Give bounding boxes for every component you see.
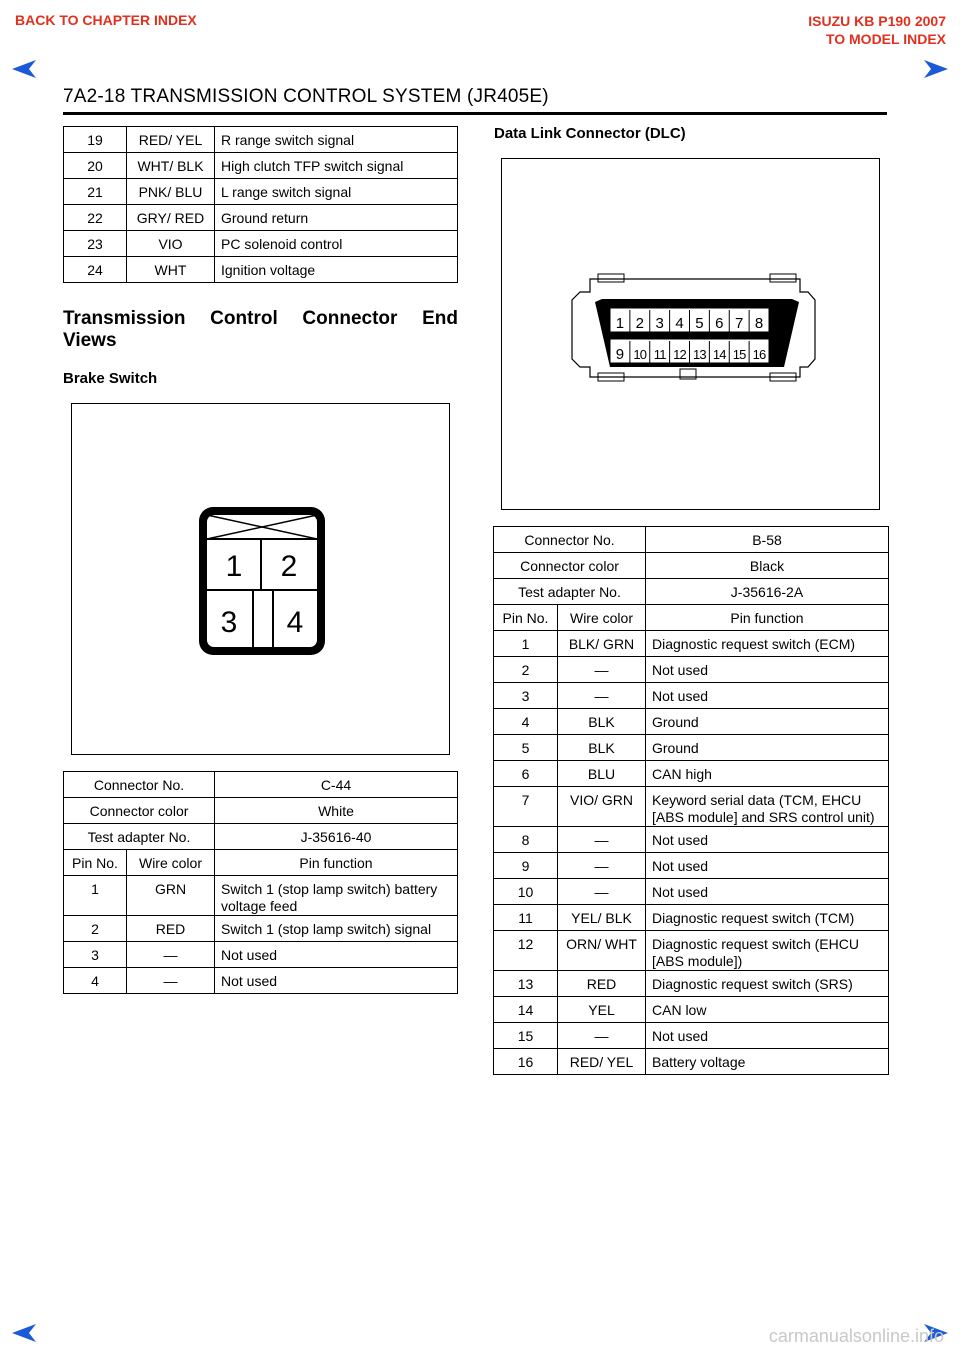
dlc-pin-16: 16: [752, 347, 766, 362]
model-nav: [808, 12, 946, 48]
section-title: Transmission Control Connector End Views: [63, 308, 458, 351]
dlc-pin-15: 15: [732, 347, 746, 362]
pin-function-cell: Diagnostic request switch (ECM): [646, 631, 889, 657]
table-row: [494, 579, 889, 605]
pin-number-cell: 13: [494, 971, 558, 997]
table-row: [64, 127, 458, 153]
wire-color-cell: —: [558, 827, 646, 853]
prev-page-arrow-icon[interactable]: [10, 58, 38, 80]
pin-number-cell: 8: [494, 827, 558, 853]
pin-number-cell: 22: [64, 205, 127, 231]
table-row: [64, 876, 458, 916]
wire-color-cell: BLK: [558, 709, 646, 735]
table-row: [494, 735, 889, 761]
table-row: [494, 879, 889, 905]
pin-function-cell: Ground: [646, 709, 889, 735]
dlc-figure: [501, 158, 880, 510]
pin-number-cell: 20: [64, 153, 127, 179]
wire-color-cell: WHT: [127, 257, 215, 283]
dlc-pin-11: 11: [653, 347, 666, 362]
wire-color-cell: RED/ YEL: [127, 127, 215, 153]
dlc-pin-14: 14: [712, 347, 726, 362]
wire-color-cell: GRY/ RED: [127, 205, 215, 231]
dlc-pin-12: 12: [673, 347, 686, 362]
table-row: [64, 179, 458, 205]
pin-function-cell: High clutch TFP switch signal: [215, 153, 458, 179]
wire-color-cell: —: [558, 683, 646, 709]
wire-color-cell: WHT/ BLK: [127, 153, 215, 179]
pin-function-cell: Battery voltage: [646, 1049, 889, 1075]
pin-number-cell: 14: [494, 997, 558, 1023]
pin-function-cell: Not used: [646, 1023, 889, 1049]
pin-function-header: Pin function: [215, 850, 458, 876]
brake-pin-4: 4: [286, 606, 304, 639]
pin-function-cell: Not used: [215, 968, 458, 994]
pin-function-cell: Ignition voltage: [215, 257, 458, 283]
pin-number-cell: 12: [494, 931, 558, 971]
wire-color-cell: PNK/ BLU: [127, 179, 215, 205]
dlc-pin-3: 3: [655, 315, 664, 332]
table-row: [64, 153, 458, 179]
pin-function-cell: Keyword serial data (TCM, EHCU [ABS module] and SRS control unit): [646, 787, 889, 827]
pin-number-cell: 19: [64, 127, 127, 153]
pin-number-cell: 2: [494, 657, 558, 683]
table-row: [64, 798, 458, 824]
watermark: carmanualsonline.info: [768, 1326, 944, 1346]
wire-color-cell: —: [558, 657, 646, 683]
wire-color-header: Wire color: [558, 605, 646, 631]
model-title: ISUZU KB P190 2007: [808, 13, 946, 29]
pin-function-cell: Not used: [646, 683, 889, 709]
table-row: [64, 257, 458, 283]
pin-number-cell: 23: [64, 231, 127, 257]
pin-function-cell: Ground: [646, 735, 889, 761]
connector-no-label: Connector No.: [64, 772, 215, 798]
test-adapter-label: Test adapter No.: [494, 579, 646, 605]
dlc-pin-9: 9: [615, 346, 625, 363]
connector-no-value: B-58: [646, 527, 889, 553]
next-page-arrow-icon[interactable]: [922, 58, 950, 80]
header-rule: [63, 112, 887, 115]
wire-color-cell: —: [558, 1023, 646, 1049]
pin-function-cell: CAN low: [646, 997, 889, 1023]
continued-pin-table: [63, 126, 458, 283]
test-adapter-value: J-35616-40: [215, 824, 458, 850]
pin-number-cell: 2: [64, 916, 127, 942]
table-row: [494, 853, 889, 879]
pin-number-cell: 6: [494, 761, 558, 787]
table-row: [494, 997, 889, 1023]
wire-color-cell: —: [127, 942, 215, 968]
brake-pin-2: 2: [280, 550, 298, 583]
pin-function-cell: Not used: [646, 827, 889, 853]
table-row: [494, 631, 889, 657]
table-row: [64, 772, 458, 798]
table-row: [494, 761, 889, 787]
to-model-index-link[interactable]: TO MODEL INDEX: [825, 31, 946, 47]
wire-color-cell: —: [558, 879, 646, 905]
pin-function-cell: CAN high: [646, 761, 889, 787]
wire-color-header: Wire color: [127, 850, 215, 876]
connector-no-label: Connector No.: [494, 527, 646, 553]
brake-switch-heading: Brake Switch: [63, 370, 158, 387]
pin-function-cell: PC solenoid control: [215, 231, 458, 257]
connector-color-label: Connector color: [64, 798, 215, 824]
pin-number-cell: 16: [494, 1049, 558, 1075]
dlc-heading: Data Link Connector (DLC): [494, 125, 686, 142]
pin-number-cell: 9: [494, 853, 558, 879]
pin-function-cell: Ground return: [215, 205, 458, 231]
connector-no-value: C-44: [215, 772, 458, 798]
dlc-pin-8: 8: [754, 315, 764, 332]
wire-color-cell: GRN: [127, 876, 215, 916]
pin-function-cell: Diagnostic request switch (TCM): [646, 905, 889, 931]
table-header-row: [64, 850, 458, 876]
pin-number-cell: 1: [64, 876, 127, 916]
table-row: [494, 931, 889, 971]
pin-number-cell: 5: [494, 735, 558, 761]
pin-number-cell: 10: [494, 879, 558, 905]
pin-number-cell: 7: [494, 787, 558, 827]
pin-function-cell: L range switch signal: [215, 179, 458, 205]
pin-number-cell: 24: [64, 257, 127, 283]
table-header-row: [494, 605, 889, 631]
table-row: [494, 553, 889, 579]
table-row: [494, 1023, 889, 1049]
table-row: [494, 971, 889, 997]
brake-pin-1: 1: [225, 550, 243, 583]
table-row: [64, 916, 458, 942]
pin-number-cell: 15: [494, 1023, 558, 1049]
table-row: [494, 527, 889, 553]
pin-no-header: Pin No.: [64, 850, 127, 876]
table-row: [64, 205, 458, 231]
pin-function-cell: Diagnostic request switch (EHCU [ABS module]): [646, 931, 889, 971]
pin-function-header: Pin function: [646, 605, 889, 631]
dlc-pin-1: 1: [615, 315, 625, 332]
dlc-pin-10: 10: [633, 347, 647, 362]
pin-function-cell: Not used: [646, 853, 889, 879]
table-row: [494, 827, 889, 853]
back-to-chapter-link[interactable]: BACK TO CHAPTER INDEX: [15, 12, 197, 28]
pin-number-cell: 1: [494, 631, 558, 657]
pin-function-cell: Not used: [646, 879, 889, 905]
test-adapter-label: Test adapter No.: [64, 824, 215, 850]
pin-number-cell: 4: [494, 709, 558, 735]
connector-color-value: White: [215, 798, 458, 824]
brake-switch-figure: [71, 403, 450, 755]
table-row: [64, 942, 458, 968]
wire-color-cell: RED/ YEL: [558, 1049, 646, 1075]
brake-pin-3: 3: [220, 606, 238, 639]
wire-color-cell: —: [558, 853, 646, 879]
dlc-pin-13: 13: [693, 347, 706, 362]
table-row: [494, 1049, 889, 1075]
connector-color-value: Black: [646, 553, 889, 579]
dlc-connector-diagram: [502, 159, 879, 509]
prev-page-arrow-bottom-icon[interactable]: [10, 1322, 38, 1344]
dlc-pin-4: 4: [675, 315, 684, 332]
page-title: 7A2-18 TRANSMISSION CONTROL SYSTEM (JR405E): [63, 86, 549, 107]
dlc-table: [493, 526, 889, 1075]
table-row: [494, 657, 889, 683]
pin-number-cell: 11: [494, 905, 558, 931]
test-adapter-value: J-35616-2A: [646, 579, 889, 605]
brake-switch-table: [63, 771, 458, 994]
dlc-pin-2: 2: [635, 315, 644, 332]
pin-no-header: Pin No.: [494, 605, 558, 631]
pin-function-cell: Not used: [646, 657, 889, 683]
pin-number-cell: 4: [64, 968, 127, 994]
table-row: [494, 905, 889, 931]
wire-color-cell: BLK/ GRN: [558, 631, 646, 657]
pin-function-cell: Not used: [215, 942, 458, 968]
table-row: [64, 231, 458, 257]
table-row: [64, 968, 458, 994]
wire-color-cell: VIO: [127, 231, 215, 257]
wire-color-cell: RED: [127, 916, 215, 942]
wire-color-cell: RED: [558, 971, 646, 997]
dlc-pin-6: 6: [715, 315, 724, 332]
wire-color-cell: BLK: [558, 735, 646, 761]
pin-function-cell: Switch 1 (stop lamp switch) signal: [215, 916, 458, 942]
pin-function-cell: Diagnostic request switch (SRS): [646, 971, 889, 997]
pin-number-cell: 3: [494, 683, 558, 709]
pin-number-cell: 3: [64, 942, 127, 968]
pin-number-cell: 21: [64, 179, 127, 205]
connector-color-label: Connector color: [494, 553, 646, 579]
wire-color-cell: YEL: [558, 997, 646, 1023]
pin-function-cell: R range switch signal: [215, 127, 458, 153]
wire-color-cell: ORN/ WHT: [558, 931, 646, 971]
table-row: [494, 709, 889, 735]
pin-function-cell: Switch 1 (stop lamp switch) battery voltage feed: [215, 876, 458, 916]
wire-color-cell: BLU: [558, 761, 646, 787]
table-row: [64, 824, 458, 850]
wire-color-cell: YEL/ BLK: [558, 905, 646, 931]
brake-switch-connector-diagram: [72, 404, 449, 754]
table-row: [494, 683, 889, 709]
dlc-pin-7: 7: [735, 315, 744, 332]
wire-color-cell: —: [127, 968, 215, 994]
table-row: [494, 787, 889, 827]
wire-color-cell: VIO/ GRN: [558, 787, 646, 827]
dlc-pin-5: 5: [695, 315, 704, 332]
